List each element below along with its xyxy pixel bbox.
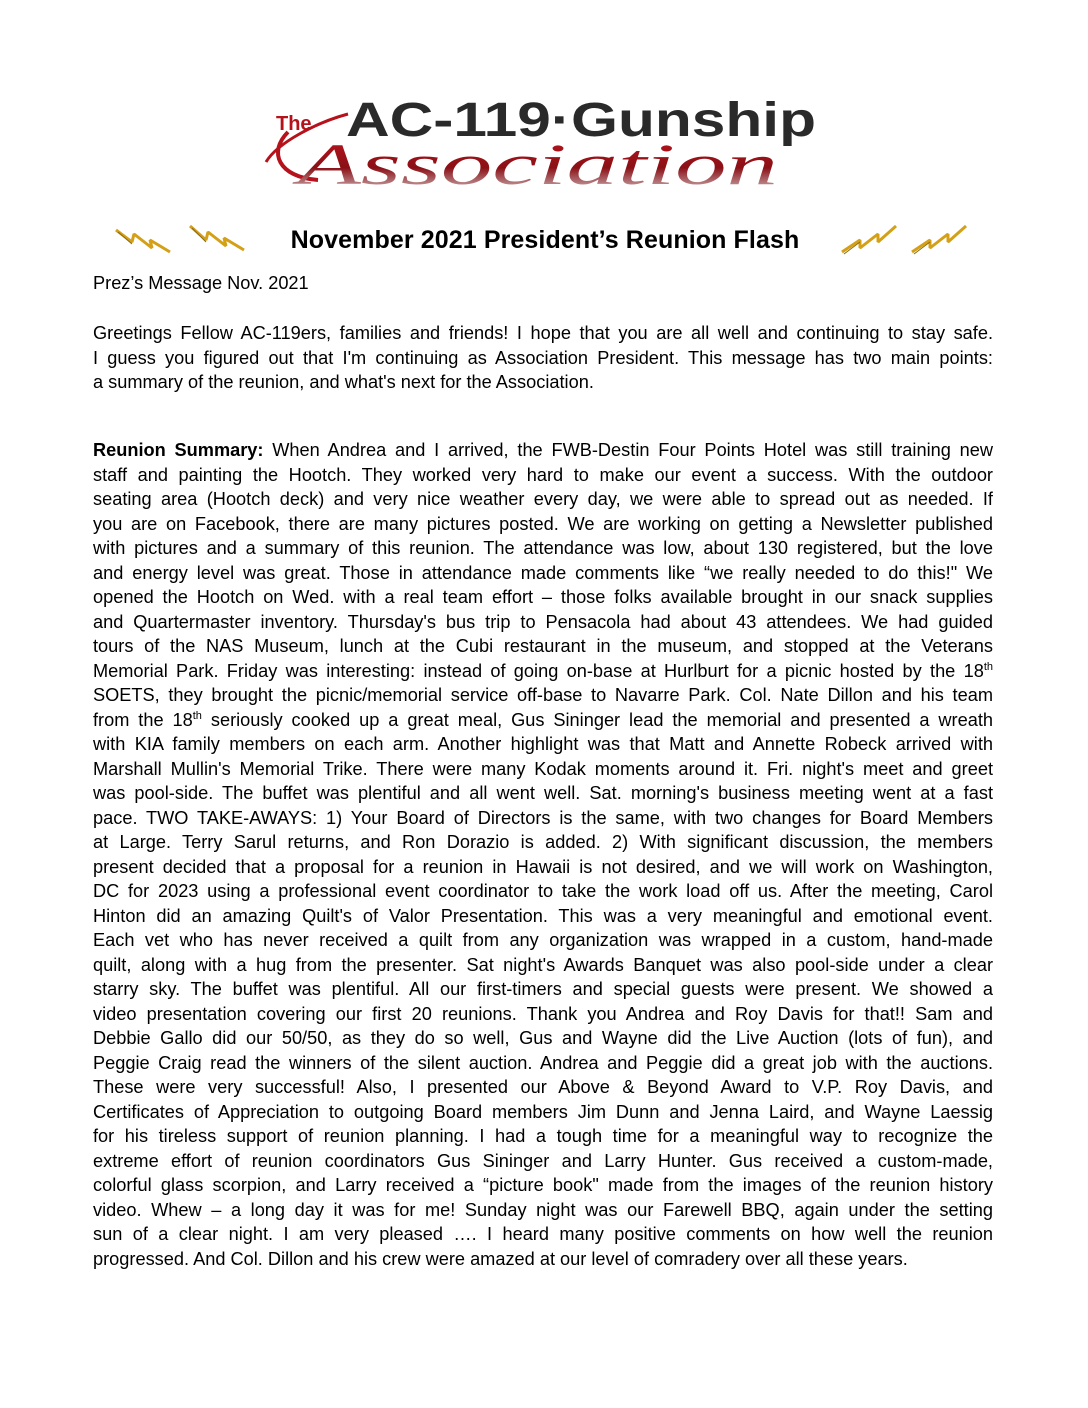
paragraph-line: Greetings Fellow AC-119ers, families and friends! I hope that you are all well and continuing to stay safe. bbox=[93, 323, 993, 343]
from-rest-text: seriously cooked up a great meal, Gus Sininger lead the memorial and presented a wreath bbox=[201, 709, 993, 730]
paragraph-line: sun of a clear night. I am very pleased …. I heard many positive comments on how well the reunion bbox=[93, 1224, 993, 1244]
paragraph-line: staff and painting the Hootch. They worked very hard to make our event a success. With the outdoor bbox=[93, 464, 993, 485]
summary-first-text: When Andrea and I arrived, the FWB-Destin Four Points Hotel was still training new bbox=[263, 440, 993, 460]
paragraph-line: Debbie Gallo did our 50/50, as they do so well, Gus and Wayne did the Live Auction (lots of fun), and bbox=[93, 1028, 993, 1048]
lightning-icon bbox=[908, 218, 970, 258]
prez-message-line: Prez’s Message Nov. 2021 bbox=[93, 273, 309, 293]
paragraph-line: seating area (Hootch deck) and very nice weather every day, we were able to spread out as needed. If bbox=[93, 489, 993, 509]
association-logo-graphic bbox=[258, 92, 828, 192]
paragraph-line bbox=[93, 708, 993, 733]
paragraph-line: starry sky. The buffet was plentiful. All our first-timers and special guests were present. We showed a bbox=[93, 979, 993, 999]
paragraph-line: you are on Facebook, there are many pictures posted. We are working on getting a Newsletter published bbox=[93, 513, 993, 534]
paragraph-line: opened the Hootch on Wed. with a real team effort – those folks available brought in our snack supplies bbox=[93, 587, 993, 607]
paragraph-line: progressed. And Col. Dillon and his crew were amazed at our level of comradery over all these years. bbox=[93, 1248, 908, 1269]
paragraph-line: video. Whew – a long day it was for me! Sunday night was our Farewell BBQ, again under the setting bbox=[93, 1199, 993, 1220]
ordinal-suffix: th bbox=[983, 660, 993, 673]
paragraph-line: with pictures and a summary of this reunion. The attendance was low, about 130 registered, but the love bbox=[93, 538, 993, 558]
logo-the-text: The bbox=[276, 113, 312, 135]
paragraph-line: SOETS, they brought the picnic/memorial service off-base to Navarre Park. Col. Nate Dillon and his team bbox=[93, 685, 993, 705]
lightning-icon bbox=[838, 218, 900, 258]
greeting-paragraph bbox=[93, 321, 993, 395]
paragraph-line: video presentation covering our first 20 reunions. Thank you Andrea and Roy Davis for that!! Sam and bbox=[93, 1003, 993, 1024]
paragraph-line: Certificates of Appreciation to outgoing Board members Jim Dunn and Jenna Laird, and Wayne Laessig bbox=[93, 1101, 993, 1122]
paragraph-line: Marshall Mullin's Memorial Trike. There were many Kodak moments around it. Fri. night's meet and greet bbox=[93, 758, 993, 779]
paragraph-line: These were very successful! Also, I presented our Above & Beyond Award to V.P. Roy Davis, and bbox=[93, 1077, 993, 1097]
summary-heading: Reunion Summary: bbox=[93, 440, 264, 460]
paragraph-line: for his tireless support of reunion planning. I had a tough time for a meaningful way to recognize the bbox=[93, 1126, 993, 1146]
paragraph-line: at Large. Terry Sarul returns, and Ron Dorazio is added. 2) With significant discussion, the members bbox=[93, 832, 993, 852]
paragraph-line: with KIA family members on each arm. Another highlight was that Matt and Annette Robeck arrived with bbox=[93, 734, 993, 754]
reunion-summary-paragraph bbox=[93, 438, 993, 1271]
paragraph-line: I guess you figured out that I'm continuing as Association President. This message has two main points: bbox=[93, 347, 993, 368]
association-logo bbox=[258, 92, 828, 192]
flash-title-row bbox=[100, 218, 990, 262]
paragraph-line: DC for 2023 using a professional event coordinator to take the work load off us. After the meeting, Carol bbox=[93, 881, 993, 901]
from-text: from the 18 bbox=[93, 709, 193, 730]
logo-name-text: AC-119·Gunship bbox=[346, 94, 816, 147]
paragraph-line: was pool-side. The buffet was plentiful and all went well. Sat. morning's business meeting went at a fast bbox=[93, 783, 993, 803]
paragraph-line: extreme effort of reunion coordinators Gus Sininger and Larry Hunter. Gus received a custom-made, bbox=[93, 1150, 993, 1171]
paragraph-line: tours of the NAS Museum, lunch at the Cubi restaurant in the museum, and stopped at the Veterans bbox=[93, 636, 993, 656]
paragraph-line: present decided that a proposal for a reunion in Hawaii is not desired, and we will work on Washington, bbox=[93, 856, 993, 877]
paragraph-line bbox=[93, 438, 993, 463]
paragraph-line: a summary of the reunion, and what's next for the Association. bbox=[93, 372, 594, 392]
friday-text: Memorial Park. Friday was interesting: instead of going on-base at Hurlburt for a picnic hosted by the 18 bbox=[93, 660, 984, 681]
logo-association-text: Association bbox=[290, 132, 778, 192]
page-title: November 2021 President’s Reunion Flash bbox=[290, 226, 800, 254]
paragraph-line: and energy level was great. Those in attendance made comments like “we really needed to do this!" We bbox=[93, 562, 993, 583]
paragraph-line: colorful glass scorpion, and Larry received a “picture book" made from the images of the reunion history bbox=[93, 1175, 993, 1195]
paragraph-line bbox=[93, 659, 993, 684]
paragraph-line: Each vet who has never received a quilt from any organization was wrapped in a custom, hand-made bbox=[93, 930, 993, 950]
paragraph-line: Peggie Craig read the winners of the silent auction. Andrea and Peggie did a great job with the auctions. bbox=[93, 1052, 993, 1073]
prez-message-heading bbox=[93, 271, 993, 296]
paragraph-line: Hinton did an amazing Quilt's of Valor Presentation. This was a very meaningful and emotional event. bbox=[93, 905, 993, 926]
paragraph-line: and Quartermaster inventory. Thursday's bus trip to Pensacola had about 43 attendees. We had guided bbox=[93, 611, 993, 632]
paragraph-line: pace. TWO TAKE-AWAYS: 1) Your Board of Directors is the same, with two changes for Board Members bbox=[93, 807, 993, 828]
paragraph-line: quilt, along with a hug from the presenter. Sat night's Awards Banquet was also pool-side under a clear bbox=[93, 954, 993, 975]
ordinal-suffix: th bbox=[192, 709, 202, 722]
